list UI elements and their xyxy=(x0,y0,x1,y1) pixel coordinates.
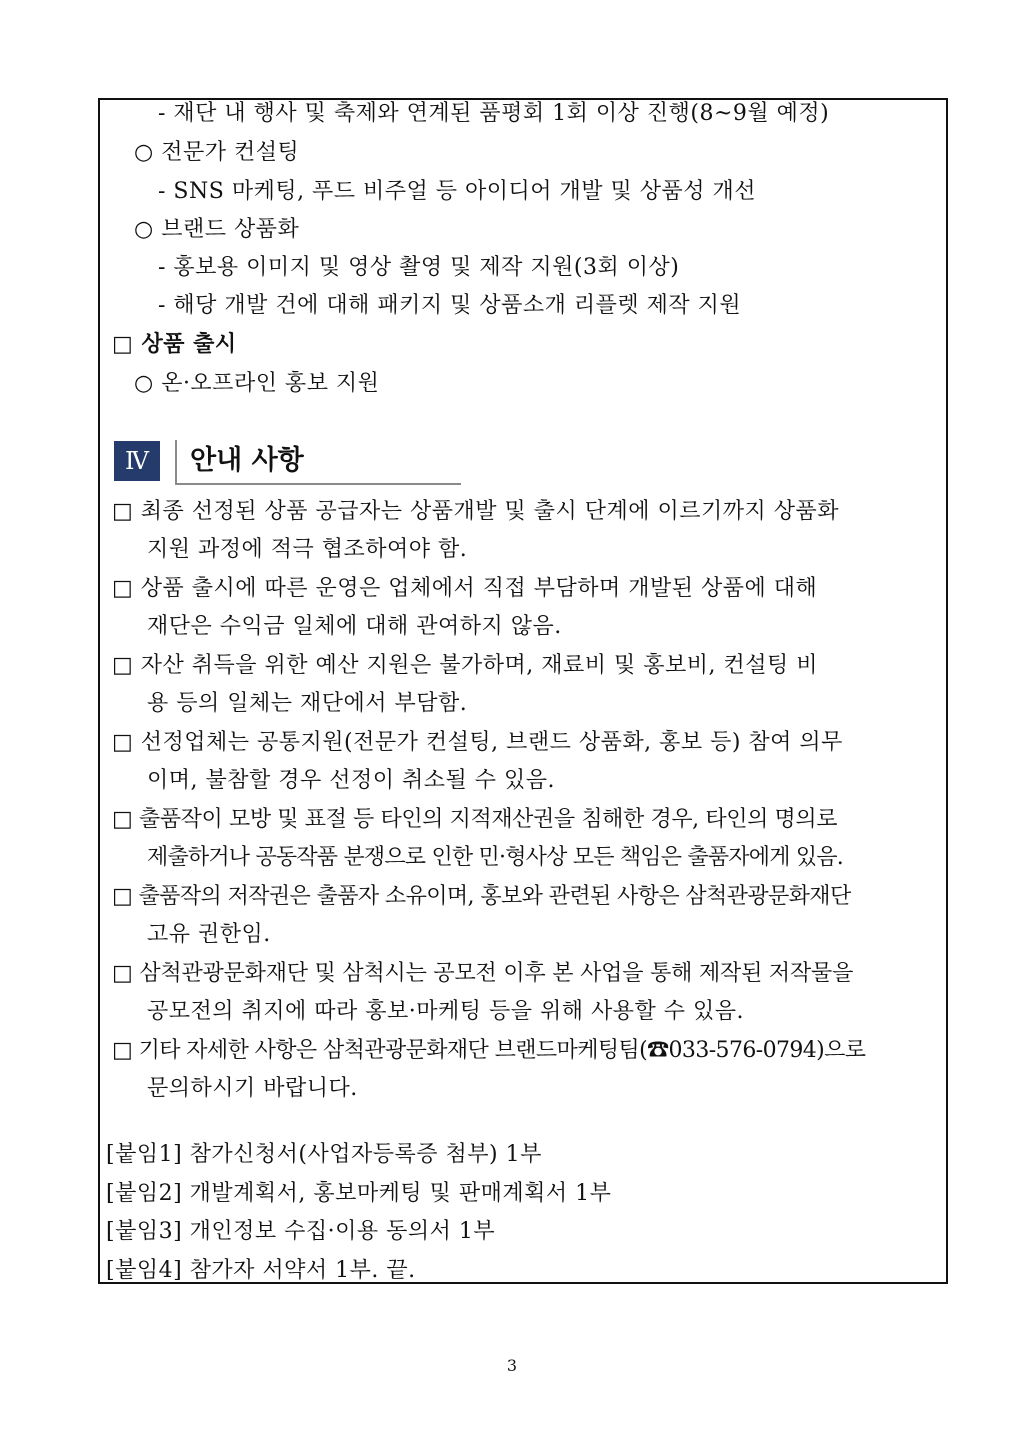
notice-item: □ 출품작이 모방 및 표절 등 타인의 지적재산권을 침해한 경우, 타인의 명의로 xyxy=(112,807,838,832)
sub-item: - 홍보용 이미지 및 영상 촬영 및 제작 지원(3회 이상) xyxy=(158,255,680,280)
section-title: 안내 사항 xyxy=(190,445,304,476)
notice-continuation: 지원 과정에 적극 협조하여야 함. xyxy=(147,537,468,562)
section-number-badge: Ⅳ xyxy=(114,441,160,481)
circle-item: ○ 온·오프라인 홍보 지원 xyxy=(134,371,380,396)
attachment-item: [붙임4] 참가자 서약서 1부. 끝. xyxy=(106,1258,416,1283)
notice-continuation: 제출하거나 공동작품 분쟁으로 인한 민·형사상 모든 책임은 출품자에게 있음. xyxy=(147,845,843,870)
circle-item: ○ 전문가 컨설팅 xyxy=(134,140,300,165)
notice-continuation: 공모전의 취지에 따라 홍보·마케팅 등을 위해 사용할 수 있음. xyxy=(147,999,744,1024)
notice-item: □ 선정업체는 공통지원(전문가 컨설팅, 브랜드 상품화, 홍보 등) 참여 의무 xyxy=(112,730,843,755)
sub-item: - 재단 내 행사 및 축제와 연계된 품평회 1회 이상 진행(8~9월 예정) xyxy=(158,101,830,126)
notice-continuation: 고유 권한임. xyxy=(147,922,271,947)
sub-item: - SNS 마케팅, 푸드 비주얼 등 아이디어 개발 및 상품성 개선 xyxy=(158,179,757,204)
notice-item: □ 자산 취득을 위한 예산 지원은 불가하며, 재료비 및 홍보비, 컨설팅 비 xyxy=(112,653,819,678)
box-heading: □ 상품 출시 xyxy=(112,332,237,357)
section-divider-horizontal xyxy=(175,483,461,485)
attachment-item: [붙임2] 개발계획서, 홍보마케팅 및 판매계획서 1부 xyxy=(106,1181,612,1206)
attachment-item: [붙임1] 참가신청서(사업자등록증 첨부) 1부 xyxy=(106,1142,542,1167)
notice-item: □ 삼척관광문화재단 및 삼척시는 공모전 이후 본 사업을 통해 제작된 저작물을 xyxy=(112,961,854,986)
page-number: 3 xyxy=(506,1356,518,1375)
notice-item: □ 상품 출시에 따른 운영은 업체에서 직접 부담하며 개발된 상품에 대해 xyxy=(112,576,818,601)
notice-continuation: 이며, 불참할 경우 선정이 취소될 수 있음. xyxy=(147,768,555,793)
notice-item: □ 최종 선정된 상품 공급자는 상품개발 및 출시 단계에 이르기까지 상품화 xyxy=(112,499,840,524)
circle-item: ○ 브랜드 상품화 xyxy=(134,217,300,242)
notice-continuation: 문의하시기 바랍니다. xyxy=(147,1076,358,1101)
notice-continuation: 재단은 수익금 일체에 대해 관여하지 않음. xyxy=(147,614,562,639)
sub-item: - 해당 개발 건에 대해 패키지 및 상품소개 리플렛 제작 지원 xyxy=(158,293,742,318)
section-divider-vertical xyxy=(175,440,177,484)
notice-item: □ 기타 자세한 사항은 삼척관광문화재단 브랜드마케팅팀(☎033-576-0794)으로 xyxy=(112,1038,866,1063)
attachment-item: [붙임3] 개인정보 수집·이용 동의서 1부 xyxy=(106,1219,496,1244)
notice-item: □ 출품작의 저작권은 출품자 소유이며, 홍보와 관련된 사항은 삼척관광문화재단 xyxy=(112,884,851,909)
notice-continuation: 용 등의 일체는 재단에서 부담함. xyxy=(147,691,468,716)
